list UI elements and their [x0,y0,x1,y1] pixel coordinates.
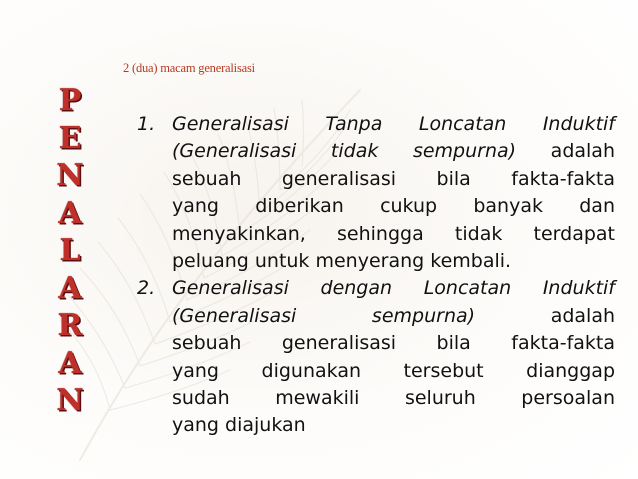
text-line: yang diajukan [172,414,306,437]
text-line: sebuah generalisasi bila fakta-fakta [172,167,615,190]
list-item-number: 1. [137,113,156,135]
title-letter: N [56,158,84,193]
text-plain: adalah [475,304,615,327]
title-letter: L [59,233,81,268]
title-letter: A [58,270,82,306]
text-line: menyakinkan, sehingga tidak terdapat [172,222,615,245]
text-line: yang diberikan cukup banyak dan [172,195,615,218]
text-line [172,275,615,302]
text-line: sudah mewakili seluruh persoalan [172,387,615,410]
title-letter: A [58,195,82,231]
title-letter: P [58,83,82,118]
text-line: yang digunakan tersebut dianggap [172,359,615,382]
text-plain: adalah [516,140,615,163]
title-letter: A [58,345,82,381]
title-letter: N [56,383,84,418]
term-italic: (Generalisasi tidak sempurna) [172,140,517,163]
text-line [172,111,615,138]
text-line: sebuah generalisasi bila fakta-fakta [172,332,615,355]
title-letter: E [58,120,82,156]
term-italic: Generalisasi dengan Loncatan Induktif [172,277,615,300]
title-letter: R [57,308,83,343]
vertical-title-penalaran [57,82,83,420]
text-line [172,138,615,165]
text-line: peluang untuk menyerang kembali. [172,250,512,273]
list-item [137,275,615,439]
list-item-body [172,275,615,439]
list-item-number: 2. [137,277,156,300]
slide-subtitle: 2 (dua) macam generalisasi [123,61,255,75]
generalization-list [137,111,615,440]
list-item-body [172,111,615,275]
term-italic: Generalisasi Tanpa Loncatan Induktif [172,113,615,135]
list-item [137,111,615,275]
text-line [172,303,615,330]
term-italic: (Generalisasi sempurna) [172,304,476,327]
